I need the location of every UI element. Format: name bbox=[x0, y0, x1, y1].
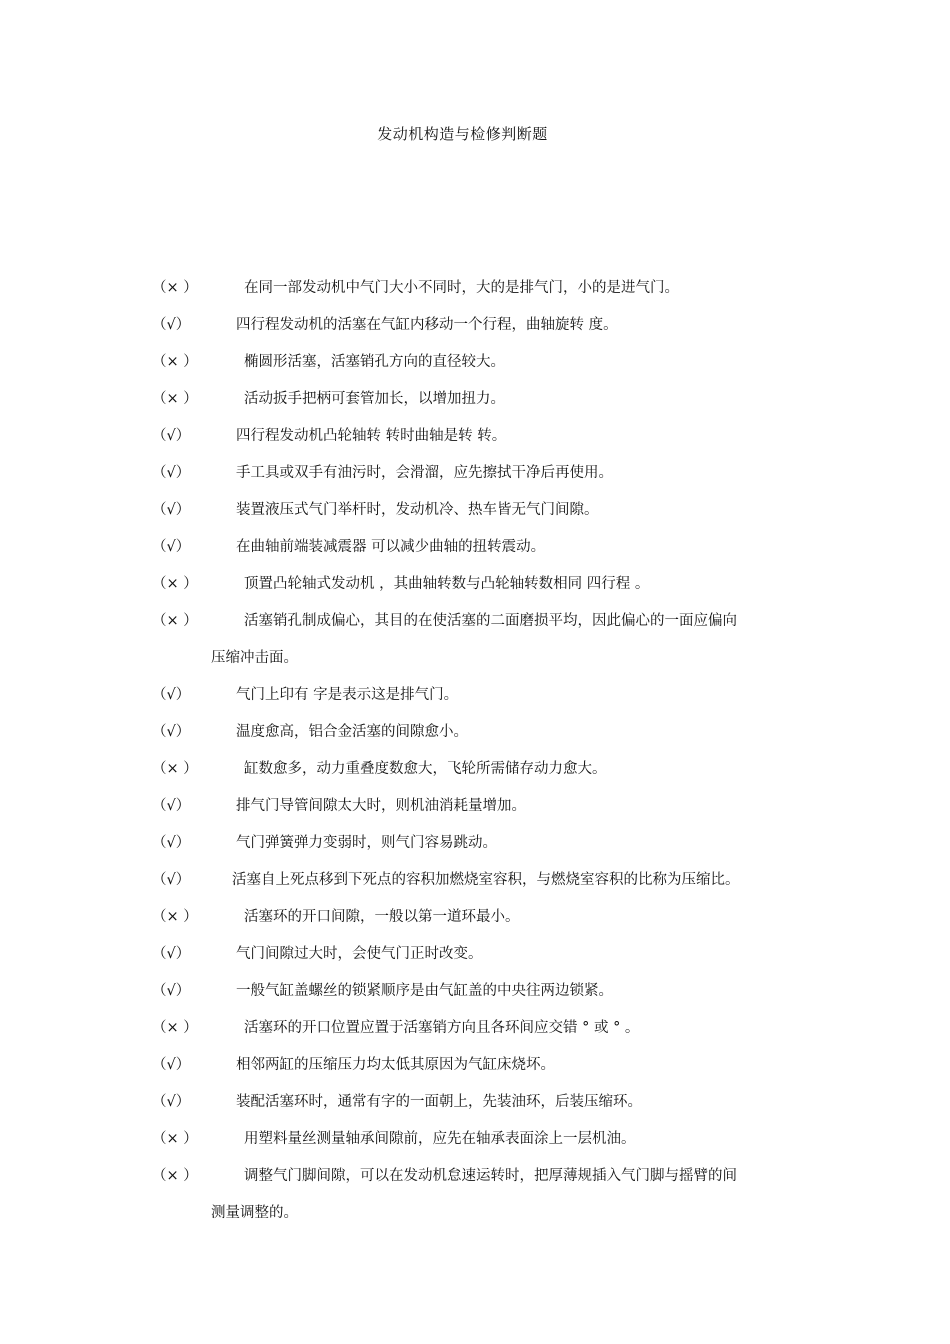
question-text: 活塞销孔制成偏心，其目的在使活塞的二面磨损平均，因此偏心的一面应偏向 bbox=[244, 613, 737, 629]
question-text: 排气门导管间隙太大时，则机油消耗量增加。 bbox=[236, 798, 526, 814]
question-list bbox=[152, 270, 832, 1232]
list-item bbox=[152, 714, 832, 751]
question-text: 缸数愈多，动力重叠度数愈大，飞轮所需储存动力愈大。 bbox=[244, 761, 607, 777]
answer-mark: （√） bbox=[152, 502, 191, 518]
answer-mark: （× ） bbox=[152, 391, 198, 407]
question-text: 用塑料量丝测量轴承间隙前，应先在轴承表面涂上一层机油。 bbox=[244, 1131, 636, 1147]
answer-mark: （√） bbox=[152, 946, 191, 962]
answer-mark: （√） bbox=[152, 983, 191, 999]
answer-mark: （× ） bbox=[152, 761, 198, 777]
answer-mark: （√） bbox=[152, 835, 191, 851]
list-item bbox=[152, 307, 832, 344]
question-text: 活塞环的开口间隙，一般以第一道环最小。 bbox=[244, 909, 520, 925]
answer-mark: （√） bbox=[152, 317, 191, 333]
question-text: 在曲轴前端装减震器 可以减少曲轴的扭转震动。 bbox=[236, 539, 546, 555]
list-item bbox=[152, 751, 832, 788]
list-item bbox=[152, 1047, 832, 1084]
list-item bbox=[152, 973, 832, 1010]
list-item bbox=[152, 1084, 832, 1121]
list-item bbox=[152, 492, 832, 529]
answer-mark: （√） bbox=[152, 687, 191, 703]
answer-mark: （√） bbox=[152, 798, 191, 814]
question-text: 在同一部发动机中气门大小不同时，大的是排气门，小的是进气门。 bbox=[244, 280, 679, 296]
question-text: 一般气缸盖螺丝的锁紧顺序是由气缸盖的中央往两边锁紧。 bbox=[236, 983, 613, 999]
list-item bbox=[152, 825, 832, 862]
question-text: 气门上印有 字是表示这是排气门。 bbox=[236, 687, 459, 703]
question-text: 活动扳手把柄可套管加长，以增加扭力。 bbox=[244, 391, 505, 407]
answer-mark: （× ） bbox=[152, 280, 198, 296]
answer-mark: （√） bbox=[152, 724, 191, 740]
list-item bbox=[152, 1158, 832, 1232]
list-item bbox=[152, 1010, 832, 1047]
question-text: 活塞自上死点移到下死点的容积加燃烧室容积，与燃烧室容积的比称为压缩比。 bbox=[232, 872, 740, 888]
list-item bbox=[152, 381, 832, 418]
list-item bbox=[152, 1121, 832, 1158]
answer-mark: （× ） bbox=[152, 576, 198, 592]
answer-mark: （√） bbox=[152, 872, 191, 888]
question-text: 相邻两缸的压缩压力均太低其原因为气缸床烧坏。 bbox=[236, 1057, 555, 1073]
list-item bbox=[152, 344, 832, 381]
list-item bbox=[152, 270, 832, 307]
list-item bbox=[152, 603, 832, 677]
list-item bbox=[152, 566, 832, 603]
question-text: 手工具或双手有油污时，会滑溜，应先擦拭干净后再使用。 bbox=[236, 465, 613, 481]
question-text: 调整气门脚间隙，可以在发动机怠速运转时，把厚薄规插入气门脚与摇臂的间 bbox=[244, 1168, 737, 1184]
list-item bbox=[152, 936, 832, 973]
answer-mark: （√） bbox=[152, 465, 191, 481]
question-text: 椭圆形活塞，活塞销孔方向的直径较大。 bbox=[244, 354, 505, 370]
list-item bbox=[152, 455, 832, 492]
answer-mark: （× ） bbox=[152, 909, 198, 925]
question-text: 活塞环的开口位置应置于活塞销方向且各环间应交错 ° 或 ° 。 bbox=[244, 1020, 640, 1036]
answer-mark: （× ） bbox=[152, 1168, 198, 1184]
question-text: 装置液压式气门举杆时，发动机冷、热车皆无气门间隙。 bbox=[236, 502, 599, 518]
question-text-continued: 测量调整的。 bbox=[211, 1205, 298, 1221]
question-text: 装配活塞环时，通常有字的一面朝上，先装油环，后装压缩环。 bbox=[236, 1094, 642, 1110]
question-text: 顶置凸轮轴式发动机 ，其曲轴转数与凸轮轴转数相同 四行程 。 bbox=[244, 576, 650, 592]
question-text: 气门间隙过大时，会使气门正时改变。 bbox=[236, 946, 483, 962]
answer-mark: （√） bbox=[152, 428, 191, 444]
list-item bbox=[152, 788, 832, 825]
question-text: 气门弹簧弹力变弱时，则气门容易跳动。 bbox=[236, 835, 497, 851]
answer-mark: （√） bbox=[152, 1057, 191, 1073]
list-item bbox=[152, 677, 832, 714]
question-text: 温度愈高，铝合金活塞的间隙愈小。 bbox=[236, 724, 468, 740]
answer-mark: （× ） bbox=[152, 354, 198, 370]
answer-mark: （√） bbox=[152, 1094, 191, 1110]
question-text-continued: 压缩冲击面。 bbox=[211, 650, 298, 666]
list-item bbox=[152, 418, 832, 455]
question-text: 四行程发动机的活塞在气缸内移动一个行程，曲轴旋转 度。 bbox=[236, 317, 618, 333]
question-text: 四行程发动机凸轮轴转 转时曲轴是转 转。 bbox=[236, 428, 507, 444]
page-title: 发动机构造与检修判断题 bbox=[377, 125, 548, 143]
answer-mark: （√） bbox=[152, 539, 191, 555]
list-item bbox=[152, 899, 832, 936]
answer-mark: （× ） bbox=[152, 613, 198, 629]
list-item bbox=[152, 862, 832, 899]
answer-mark: （× ） bbox=[152, 1131, 198, 1147]
list-item bbox=[152, 529, 832, 566]
answer-mark: （× ） bbox=[152, 1020, 198, 1036]
